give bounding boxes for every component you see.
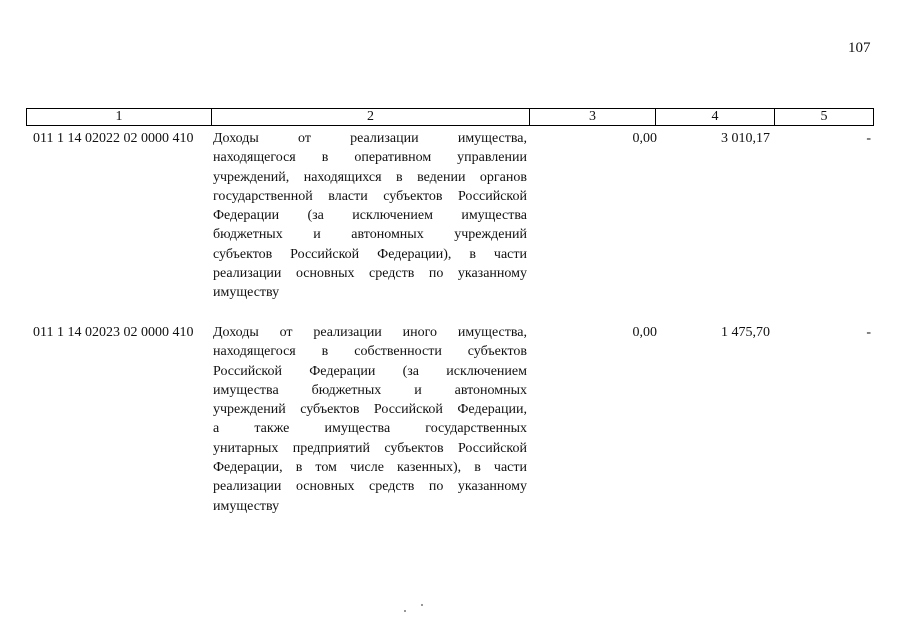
description-line: Федерации, в том числе казенных), в части [213,460,527,476]
description-line: унитарных предприятий субъектов Российской [213,440,527,456]
page-number: 107 [848,40,871,56]
description-line: Федерации (за исключением имущества [213,208,527,224]
description-line: Российской Федерации (за исключением [213,363,527,379]
row-description [213,129,527,303]
description-line: субъектов Российской Федерации), в части [213,246,527,262]
description-line: Доходы от реализации имущества, [213,131,527,146]
description-line: бюджетных и автономных учреждений [213,227,527,243]
header-cell-5: 5 [774,108,874,126]
scan-speck [421,604,423,606]
scan-speck [404,610,406,612]
description-line: имуществу [213,498,280,514]
col4-value: 3 010,17 [721,131,770,146]
description-line: имущества бюджетных и автономных [213,382,527,398]
col3-value: 0,00 [632,131,657,146]
budget-code: 011 1 14 02022 02 0000 410 [33,131,194,146]
description-line: находящегося в собственности субъектов [213,344,527,360]
description-line: а также имущества государственных [213,421,527,437]
header-cell-4: 4 [655,108,775,126]
description-line: государственной власти субъектов Российской [213,188,527,204]
header-cell-3: 3 [529,108,656,126]
description-line: находящегося в оперативном управлении [213,150,527,166]
col3-value: 0,00 [632,325,657,340]
description-line: учреждений, находящихся в ведении органов [213,169,527,185]
description-line: имуществу [213,285,280,301]
col5-value: - [866,325,871,340]
description-line: Доходы от реализации иного имущества, [213,325,527,340]
header-cell-1: 1 [26,108,212,126]
budget-code: 011 1 14 02023 02 0000 410 [33,325,194,340]
description-line: реализации основных средств по указанному [213,479,527,495]
description-line: учреждений субъектов Российской Федерации, [213,402,527,418]
row-description [213,323,527,516]
col5-value: - [866,131,871,146]
header-cell-2: 2 [211,108,530,126]
col4-value: 1 475,70 [721,325,770,340]
description-line: реализации основных средств по указанному [213,266,527,282]
